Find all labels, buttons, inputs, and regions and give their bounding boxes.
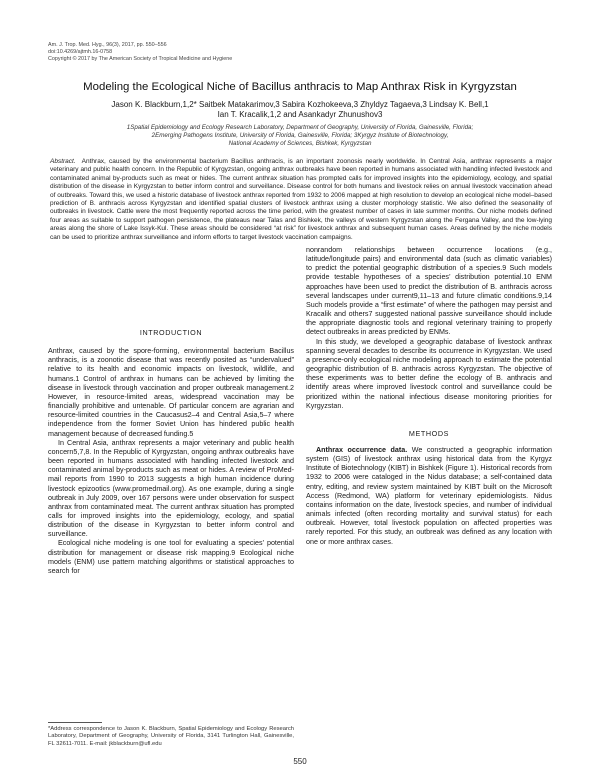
right-column bbox=[306, 246, 552, 547]
abstract bbox=[50, 158, 552, 242]
intro-paragraph-4: nonrandom relationships between occurrence locations (e.g., latitude/longitude pairs) and environmental data (such as climatic variables) to predict the potential geographic distribution of a species.9 Such models provide testable hypotheses of a species’ distribution potential.10 ENM approaches have been used to predict the distribution of B. anthracis across several landscapes under current9,11–13 and future climatic conditions.9,14 Such models provide a “first estimate” of where the pathogen may persist and Kracalik and others7 suggested national passive surveillance should include the appropriate diagnostic tools and regional veterinary training to properly detect outbreaks in areas predicted by ENMs. bbox=[306, 246, 552, 337]
journal-citation: Am. J. Trop. Med. Hyg., 96(3), 2017, pp. 550–556 bbox=[48, 42, 167, 48]
methods-paragraph-1 bbox=[306, 446, 552, 547]
authors-line-1: Jason K. Blackburn,1,2* Saitbek Matakarimov,3 Sabira Kozhokeeva,3 Zhyldyz Tagaeva,3 Lindsay K. Bell,1 bbox=[111, 100, 489, 109]
subsection-runin-heading: Anthrax occurrence data. bbox=[316, 445, 408, 454]
intro-paragraph-3: Ecological niche modeling is one tool for evaluating a species’ potential distribution for management or disease risk mapping.9 Ecological niche models (ENM) use pattern matching algorithms or statistical approaches to search for bbox=[48, 539, 294, 575]
author-list bbox=[40, 100, 560, 120]
doi-line: doi:10.4269/ajtmh.16-0758 bbox=[48, 49, 113, 55]
journal-header bbox=[48, 42, 552, 63]
affiliation-line-1: 1Spatial Epidemiology and Ecology Research Laboratory, Department of Geography, University of Florida, Gainesville, Florida; bbox=[126, 124, 474, 131]
introduction-heading: INTRODUCTION bbox=[139, 328, 203, 337]
intro-paragraph-5: In this study, we developed a geographic database of livestock anthrax spanning several decades to describe its occurrence in Kyrgyzstan. We used a presence-only ecological niche modeling approach to estimate the potential geographic distribution of B. anthracis across Kyrgyzstan. The objective of these experiments was to better define the ecology of B. anthracis and identify areas where improved livestock control and surveillance could be prioritized within the national infectious disease monitoring priorities for Kyrgyzstan. bbox=[306, 337, 552, 410]
copyright-line: Copyright © 2017 by The American Society of Tropical Medicine and Hygiene bbox=[48, 56, 233, 62]
affiliation-line-2: 2Emerging Pathogens Institute, University of Florida, Gainesville, Florida; 3Kyrgyz Institute of Biotechnology, bbox=[151, 132, 449, 139]
methods-heading: METHODS bbox=[408, 428, 450, 438]
authors-line-2: Ian T. Kracalik,1,2 and Asankadyr Zhunushov3 bbox=[217, 110, 383, 119]
paper-title: Modeling the Ecological Niche of Bacillus anthracis to Map Anthrax Risk in Kyrgyzstan bbox=[83, 81, 517, 93]
affiliation-line-3: National Academy of Sciences, Bishkek, Kyrgyzstan bbox=[228, 140, 372, 147]
footnote-divider bbox=[48, 722, 102, 723]
left-column bbox=[48, 328, 294, 576]
abstract-label: Abstract. bbox=[50, 158, 76, 165]
abstract-text: Anthrax, caused by the environmental bacterium Bacillus anthracis, is an important zoonosis nearly worldwide. In Central Asia, anthrax represents a major veterinary and public health concern. In the Republic of Kyrgyzstan, ongoing anthrax outbreaks have been reported in humans associated with handling infected livestock and contaminated animal by-products such as meat or hides. The current anthrax situation has prompted calls for improved insights into the epidemiology, ecology, and spatial distribution of the disease in Kyrgyzstan to better inform control and surveillance. Disease control for both humans and livestock relies on annual livestock vaccination ahead of outbreaks. Toward this, we used a historic database of livestock anthrax reported from 1932 to 2006 mapped at high resolution to develop an ecological niche model–based prediction of B. anthracis across Kyrgyzstan and identified spatial clusters of livestock anthrax using a cluster morphology statistic. We also defined the seasonality of outbreaks in livestock. Cattle were the most frequently reported across the time period, with the greatest number of cases in late summer months. Our niche models defined four areas as suitable to support pathogen persistence, the plateaus near Talas and Bishkek, the valleys of western Kyrgyzstan along the Fergana Valley, and the low-lying areas along the shore of Lake Issyk-Kul. These areas should be considered “at risk” for livestock anthrax and subsequent human cases. Areas defined by the niche models can be used to prioritize anthrax surveillance and inform efforts to target livestock vaccination campaigns. bbox=[50, 158, 552, 241]
correspondence-footnote: *Address correspondence to Jason K. Blackburn, Spatial Epidemiology and Ecology Research Laboratory, Department of Geography, University of Florida, 3141 Turlington Hall, Gainesville, FL 32611-7011. E-mail: jkblackburn@ufl.edu bbox=[48, 726, 294, 747]
affiliations bbox=[40, 124, 560, 148]
intro-paragraph-2: In Central Asia, anthrax represents a major veterinary and public health concern5,7,8. In the Republic of Kyrgyzstan, ongoing anthrax outbreaks have been reported in humans associated with handling infected livestock and contaminated animal by-products such as meat or hides. A review of ProMed-mail reports from 1990 to 2013 suggests a high human incidence during livestock epizootics (www.promedmail.org). As one example, during a single outbreak in July 2009, over 167 persons were under observation for suspect anthrax from contaminated meat. The current anthrax situation has prompted calls for improved insights into the epidemiology, ecology, and spatial distribution of the disease in Kyrgyzstan to better inform control and surveillance. bbox=[48, 438, 294, 539]
page-number: 550 bbox=[293, 757, 307, 766]
methods-text: We constructed a geographic information system (GIS) of livestock anthrax using historical data from the Kyrgyz Institute of Biotechnology (KIBT) in Bishkek (Figure 1). Historical records from 1932 to 2006 were cataloged in the Nidus database; a self-contained data entry, editing, and review system maintained by KIBT built on the Microsoft Access (Redmond, WA) platform for veterinary epidemiologists. Nidus contains information on the date, livestock species, and number of individual animals infected (often recording mortality and survival status) for each outbreak. However, total livestock population on affected properties was rarely reported. For this study, an outbreak was defined as any location with one or more anthrax cases. bbox=[306, 445, 552, 546]
intro-paragraph-1: Anthrax, caused by the spore-forming, environmental bacterium Bacillus anthracis, is a zoonotic disease that was recently posited as “undervalued” relative to its health and economic impacts on livestock, wildlife, and humans.1 Control of anthrax in humans can be achieved by limiting the disease in livestock through vaccination and proper outbreak management.2 However, in resource-limited areas, widespread vaccination may be financially prohibitive and untenable. Of particular concern are agrarian and resource-limited countries in the Caucasus2–4 and Central Asia,5–7 where independence from the former Soviet Union has hindered public health management because of decreased funding.5 bbox=[48, 347, 294, 438]
